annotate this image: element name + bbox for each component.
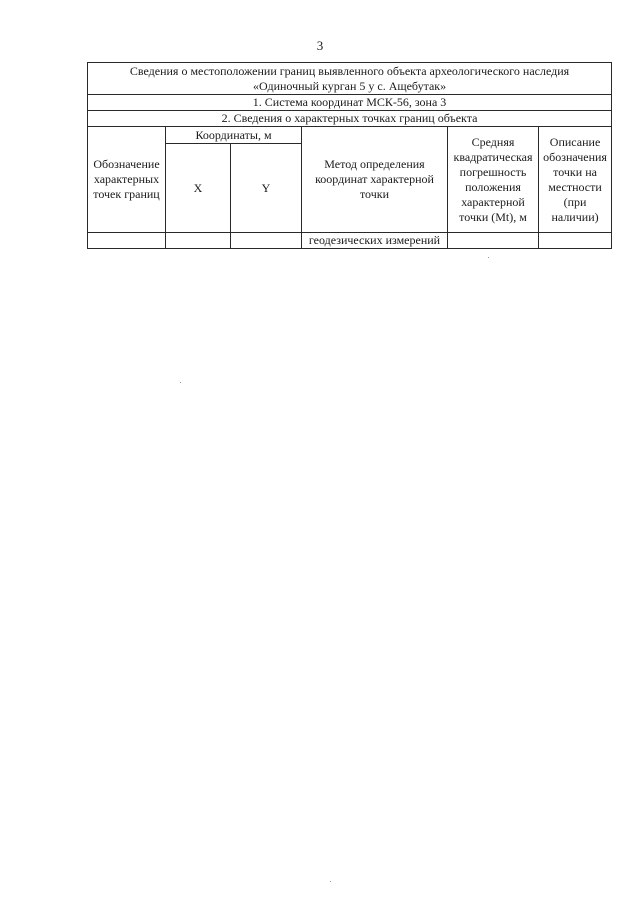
- cell-method: геодезических измерений: [302, 233, 448, 249]
- scan-speck: [330, 881, 331, 882]
- boundary-points-table: [87, 62, 612, 249]
- coordinate-system: 1. Система координат МСК-56, зона 3: [88, 95, 612, 111]
- header-x: X: [166, 144, 231, 233]
- cell-x: [166, 233, 231, 249]
- coordinate-system-row: [88, 95, 612, 111]
- header-point-designation: Обозначение характерных точек границ: [88, 127, 166, 233]
- scan-speck: [488, 257, 489, 258]
- cell-rms-error: [448, 233, 539, 249]
- header-coordinates: Координаты, м: [166, 127, 302, 144]
- table-title-row: [88, 63, 612, 95]
- section-title: 2. Сведения о характерных точках границ объекта: [88, 111, 612, 127]
- scan-speck: [180, 382, 181, 383]
- header-rms-error: Средняя квадратическая погрешность положения характерной точки (Mt), м: [448, 127, 539, 233]
- header-method: Метод определения координат характерной точки: [302, 127, 448, 233]
- cell-point: [88, 233, 166, 249]
- section-title-row: [88, 111, 612, 127]
- header-row-1: [88, 127, 612, 144]
- table-title: [88, 63, 612, 95]
- page-number: 3: [316, 38, 324, 53]
- table-title-line-1: Сведения о местоположении границ выявленного объекта археологического наследия: [129, 63, 570, 78]
- table-row: [88, 233, 612, 249]
- cell-description: [539, 233, 612, 249]
- cell-y: [231, 233, 302, 249]
- table-title-line-2: «Одиночный курган 5 у с. Ащебутак»: [252, 78, 447, 93]
- header-y: Y: [231, 144, 302, 233]
- header-description: Описание обозначения точки на местности (при наличии): [539, 127, 612, 233]
